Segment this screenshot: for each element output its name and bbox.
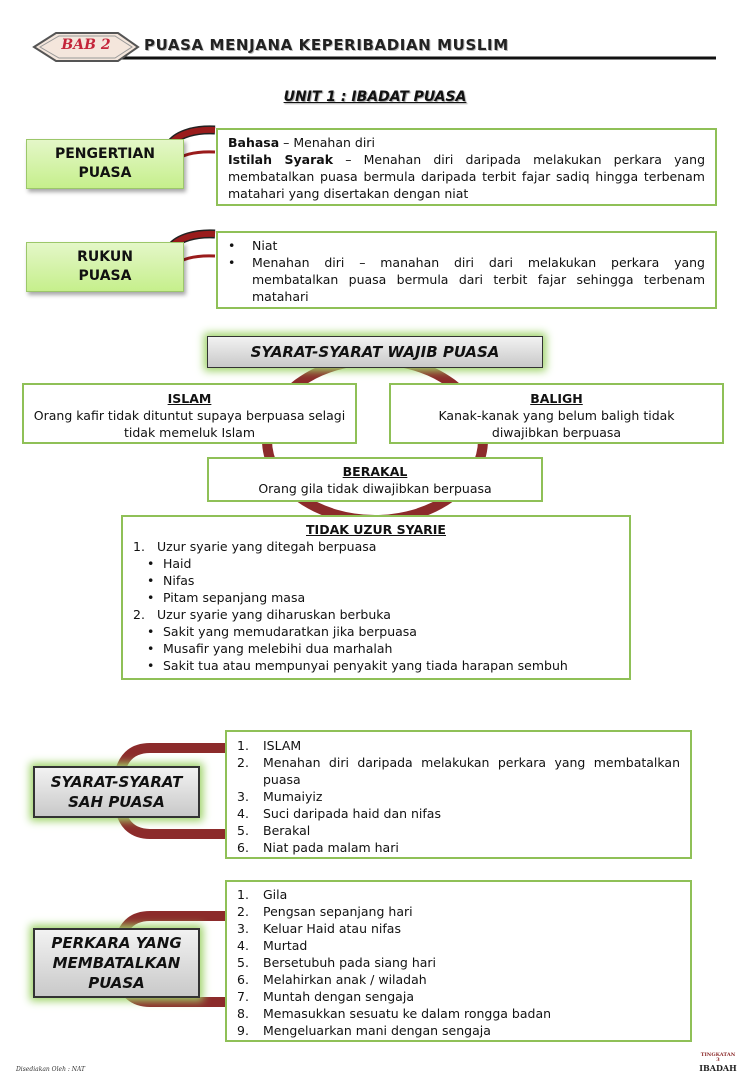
- istilah-term: Istilah Syarak: [228, 152, 334, 167]
- bahasa-term: Bahasa: [228, 135, 280, 150]
- islam-heading: ISLAM: [167, 391, 212, 406]
- list-item: 1. ISLAM: [237, 738, 302, 753]
- list-item: 3. Keluar Haid atau nifas: [237, 921, 401, 936]
- list-item: 8. Memasukkan sesuatu ke dalam rongga badan: [237, 1006, 552, 1021]
- islam-text: Orang kafir tidak dituntut supaya berpuasa selagi tidak memeluk Islam: [33, 408, 346, 440]
- rukun-label: RUKUN PUASA: [26, 242, 184, 292]
- pengertian-box: [216, 128, 717, 206]
- uzur-group-1: 1. Uzur syarie yang ditegah berpuasa: [133, 539, 377, 554]
- islam-box: [22, 383, 357, 444]
- list-item: 2. Menahan diri daripada melakukan perkara yang membatalkan puasa: [237, 755, 680, 787]
- syarat-sah-label: SYARAT-SYARAT SAH PUASA: [33, 766, 200, 818]
- list-item: 4. Murtad: [237, 938, 308, 953]
- chapter-badge: BAB 2: [61, 37, 111, 53]
- syarat-sah-box: [225, 730, 692, 859]
- rukun-box: [216, 231, 717, 309]
- uzur-item: • Musafir yang melebihi dua marhalah: [131, 640, 621, 657]
- list-item: 5. Berakal: [237, 823, 311, 838]
- footer-credit: Disediakan Oleh : NAT: [16, 1066, 86, 1073]
- list-item: 2. Pengsan sepanjang hari: [237, 904, 413, 919]
- chapter-title: PUASA MENJANA KEPERIBADIAN MUSLIM: [144, 36, 509, 54]
- footer-logo: TINGKATAN 3 IBADAH: [699, 1052, 737, 1073]
- membatalkan-label: PERKARA YANG MEMBATALKAN PUASA: [33, 928, 200, 998]
- rukun-item: • Menahan diri – manahan diri dari melakukan perkara yang membatalkan puasa bermula dari terbit fajar sehingga terbenam matahari: [228, 254, 705, 305]
- berakal-box: [207, 457, 543, 502]
- uzur-item: • Haid: [131, 555, 621, 572]
- tidak-uzur-box: [121, 515, 631, 680]
- list-item: 5. Bersetubuh pada siang hari: [237, 955, 437, 970]
- uzur-item: • Sakit yang memudaratkan jika berpuasa: [131, 623, 621, 640]
- list-item: 6. Niat pada malam hari: [237, 840, 399, 855]
- rukun-item: • Niat: [228, 237, 705, 254]
- uzur-item: • Nifas: [131, 572, 621, 589]
- bahasa-text: – Menahan diri: [279, 135, 375, 150]
- istilah-text: – Menahan diri daripada melakukan perkara yang membatalkan puasa bermula daripada terbit fajar sadiq hingga terbenam matahari yang disertakan dengan niat: [228, 152, 706, 201]
- list-item: 3. Mumaiyiz: [237, 789, 323, 804]
- list-item: 6. Melahirkan anak / wiladah: [237, 972, 427, 987]
- syarat-sah-list: [237, 737, 680, 856]
- list-item: 9. Mengeluarkan mani dengan sengaja: [237, 1023, 491, 1038]
- uzur-group-2: 2. Uzur syarie yang diharuskan berbuka: [133, 607, 391, 622]
- unit-title: UNIT 1 : IBADAT PUASA: [283, 89, 467, 105]
- list-item: 4. Suci daripada haid dan nifas: [237, 806, 441, 821]
- membatalkan-list: [237, 886, 680, 1039]
- membatalkan-box: [225, 880, 692, 1042]
- berakal-text: Orang gila tidak diwajibkan berpuasa: [258, 481, 492, 496]
- uzur-item: • Sakit tua atau mempunyai penyakit yang tiada harapan sembuh: [131, 657, 621, 674]
- uzur-item: • Pitam sepanjang masa: [131, 589, 621, 606]
- list-item: 1. Gila: [237, 887, 288, 902]
- list-item: 7. Muntah dengan sengaja: [237, 989, 414, 1004]
- syarat-wajib-title: SYARAT-SYARAT WAJIB PUASA: [207, 336, 543, 368]
- baligh-box: [389, 383, 724, 444]
- tidak-uzur-heading: TIDAK UZUR SYARIE: [306, 522, 446, 537]
- baligh-heading: BALIGH: [530, 391, 583, 406]
- baligh-text: Kanak-kanak yang belum baligh tidak diwajibkan berpuasa: [438, 408, 675, 440]
- pengertian-label: PENGERTIAN PUASA: [26, 139, 184, 189]
- berakal-heading: BERAKAL: [342, 464, 408, 479]
